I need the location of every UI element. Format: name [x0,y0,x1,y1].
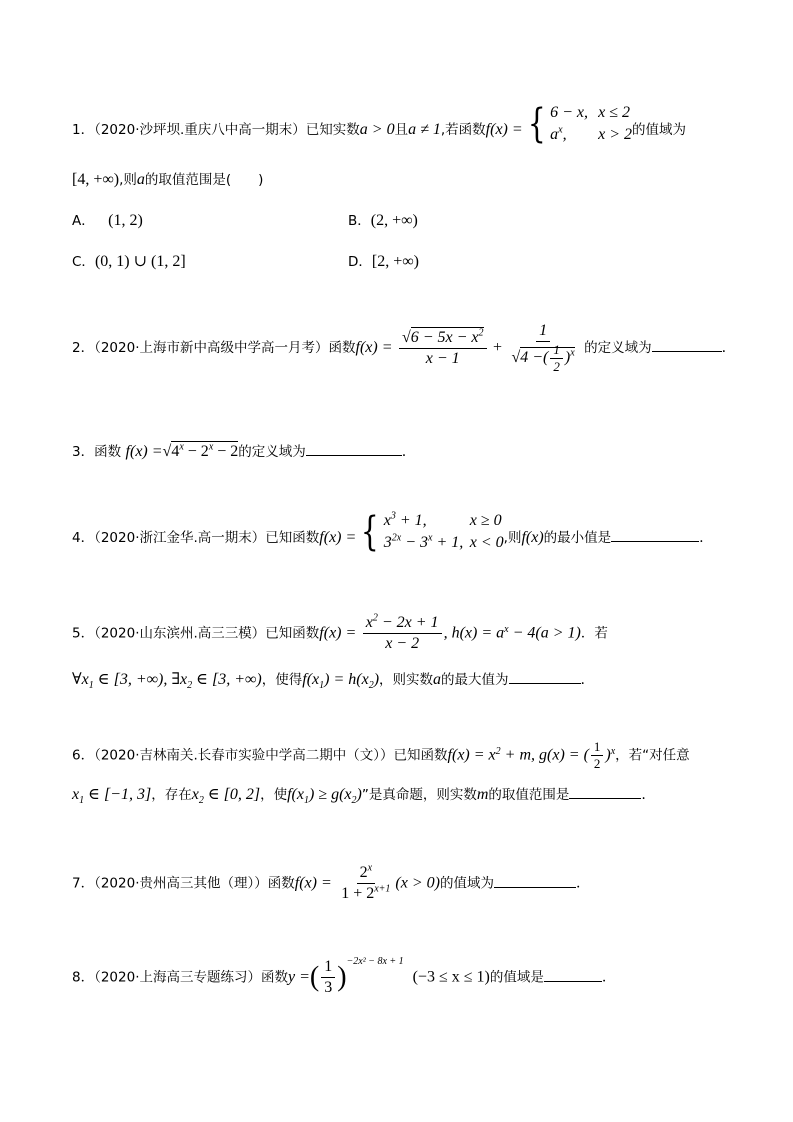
punctuation: . [641,787,646,803]
question-text: ，若“对任意 [615,747,690,764]
math-function: y = [288,968,310,986]
question-text: 的定义域为 [238,444,306,460]
power-exponent: 2 [372,612,378,624]
power-base: a [550,126,559,143]
question-text: ．若 [580,625,608,642]
power-exponent: x [428,532,433,544]
answer-blank[interactable] [544,967,602,982]
subscript: 1 [303,794,309,806]
math-inline: ) [605,746,611,764]
question-text: ，则实数 [379,672,434,688]
math-function: f(x) = [355,339,393,356]
power-base: 4 [171,443,180,460]
subscript: 2 [351,794,357,806]
subscript: 2 [187,679,193,691]
question-text: 的取值范围是( ) [144,172,264,188]
question-text: 函数 [261,969,288,986]
option-d[interactable] [348,253,419,271]
math-inline: (x > 0) [395,874,440,892]
math-function: f(x) = x [447,746,496,764]
question-text: 的值域为 [439,875,494,892]
fraction-denominator [338,884,393,903]
question-text: 函数 [267,875,295,892]
subscript: 1 [319,679,325,691]
punctuation: . [575,875,581,892]
answer-blank[interactable] [652,337,722,352]
power-base: 2 [359,864,368,881]
power-base: x [365,614,373,631]
math-inline: ) [373,671,380,688]
math-function: f(x) = [485,121,523,138]
math-function: + m, g(x) = ( [500,746,589,764]
math-function: f(x) = [294,874,332,892]
question-text: 的定义域为 [584,340,652,356]
punctuation: . [580,672,585,688]
question-text: 函数 [328,340,356,356]
fraction-denominator: 3 [324,979,333,996]
question-6-line2 [72,784,646,804]
case-condition: x ≤ 2 [598,104,631,121]
case-condition: x > 2 [598,126,633,143]
math-function: f(x) = [319,529,357,546]
cases [550,102,632,146]
power-exponent: x [208,441,214,453]
subscript: 1 [88,679,94,691]
question-3 [72,441,406,461]
math-inline: ) [356,786,362,803]
fraction-denominator: √4 −( $\frac{1}{2}$ )$^x$ [511,342,575,374]
math-inline: ∈ [3, +∞) [192,671,262,688]
math-inline: [4, +∞) [72,171,120,188]
answer-blank[interactable] [306,441,402,456]
question-5 [72,614,608,653]
question-4 [72,509,704,555]
question-source: （2020·山东滨州.高三三模） [94,625,266,642]
question-number: 3． [72,444,95,460]
power-base: 1 + 2 [341,885,375,902]
math-inline: ∈ [−1, 3] [84,786,152,803]
question-6 [72,740,690,771]
power-base: x [383,512,391,529]
option-label: C． [72,254,95,270]
answer-blank[interactable] [569,784,641,799]
fraction [591,740,604,771]
math-inline: a > 0 [359,121,395,138]
fraction [338,864,393,903]
question-number: 4． [72,530,95,546]
question-text: 已知函数 [265,625,320,642]
question-text: ,则 [119,172,137,188]
math-function: , h(x) = a [443,624,505,642]
cases [384,510,504,554]
math-inline: x [191,786,199,803]
power-exponent: 2 [478,327,484,339]
question-2 [72,322,726,374]
fraction-denominator: 2 [593,756,601,771]
question-text: 的最小值是 [543,530,612,546]
question-source: （2020·沙坪坝.重庆八中高一期末） [94,122,306,138]
question-8 [72,955,607,997]
question-text: 函数 [94,444,122,460]
punctuation: . [601,969,607,986]
math-inline: a ≠ 1 [408,121,441,138]
question-text: 的值域为 [632,122,687,138]
option-label: B． [348,213,371,229]
power-exponent: 2x [391,532,402,544]
radicand: 4 − [520,349,544,367]
brace: { [527,101,546,147]
option-value: (2, +∞) [370,212,418,229]
power-exponent: x [610,745,616,757]
piecewise-function [523,102,632,146]
math-function: f(x) = [319,624,357,642]
power-exponent: x [179,441,184,453]
question-number: 8． [72,969,95,986]
power-base: − 3 [401,534,428,551]
subscript: 1 [79,794,85,806]
radicand: − 2 [213,443,239,460]
question-number: 6． [72,747,95,764]
expression: + 1, [395,512,427,529]
expression: + 1, [432,534,464,551]
expression: − 4(a > 1) [508,624,581,642]
variable: m [476,786,489,803]
question-text: 已知函数 [393,747,448,764]
question-number: 7． [72,875,95,892]
power-exponent: x [367,862,373,874]
right-paren: ) [337,961,347,993]
punctuation: . [401,444,407,460]
question-text: ，存在 [151,787,192,803]
question-text: 已知函数 [265,530,320,546]
question-text: ,若函数 [440,122,486,138]
question-source: （2020·上海市新中高级中学高一月考） [94,340,329,356]
case-expression: 6 − x, [550,104,589,121]
question-source: （2020·贵州高三其他（理）） [94,875,268,892]
fraction-denominator: x − 2 [385,635,420,652]
brace: { [361,509,379,555]
answer-blank[interactable] [509,669,581,684]
fraction [550,343,563,374]
question-source: （2020·上海高三专题练习） [94,969,261,986]
question-text: ，使 [260,787,288,803]
question-text: 的值域是 [489,969,544,986]
option-value: (0, 1) ∪ (1, 2] [94,253,186,270]
option-value: (1, 2) [108,212,143,229]
case-condition: x ≥ 0 [469,512,502,529]
math-inline: f(x [302,671,320,688]
math-inline: ) = h(x [324,671,369,688]
question-text: ，使得 [261,672,303,688]
variable: a [433,671,442,688]
fraction-numerator: $√6 - 5x - x^2$ [399,329,487,349]
power-base: 3 [383,534,392,551]
question-source: （2020·浙江金华.高一期末） [94,530,266,546]
option-value: [2, +∞) [371,253,419,270]
question-1-line2 [72,171,263,189]
power-base: − 2 [183,443,209,460]
math-inline: x [72,786,80,803]
question-text: 的取值范围是 [488,787,570,803]
math-inline: ∈ [3, +∞), ∃x [93,671,188,688]
power-exponent: x+1 [374,883,391,895]
math-inline: ) ≥ g(x [308,786,352,803]
case-condition: x < 0 [469,534,504,551]
power-exponent: 2 [495,745,501,757]
question-text: 且 [394,122,409,138]
power-exponent: 3 [390,510,396,522]
case-expression [384,532,470,554]
subscript: 2 [368,679,374,691]
punctuation: . [721,340,727,356]
fraction-numerator [357,864,375,884]
power-exponent: −2x² − 8x + 1 [346,955,404,967]
answer-blank[interactable] [494,873,576,888]
fraction-denominator: x − 1 [425,349,460,367]
question-number: 5． [72,625,95,642]
fraction [508,322,577,374]
question-text: 已知实数 [305,122,360,138]
question-5-line2 [72,669,585,689]
fraction [363,614,442,653]
punctuation: . [699,530,704,546]
power-exponent: x [570,347,575,359]
fraction-numerator: 1 [321,958,335,978]
math-inline: f(x [287,786,304,803]
option-c[interactable] [72,253,186,271]
subscript: 2 [198,794,204,806]
math-function: f(x) [521,529,544,546]
question-text: ”是真命题，则实数 [361,787,477,803]
fraction-numerator [363,614,442,634]
power-exponent: x [558,124,563,136]
fraction-numerator: 1 [591,740,604,756]
math-inline: (−3 ≤ x ≤ 1) [412,968,490,986]
answer-blank[interactable] [611,527,699,542]
math-inline: ∀x [72,671,89,688]
question-text: 的最大值为 [441,672,509,688]
option-b[interactable] [348,212,418,230]
option-label: D． [348,254,372,270]
math-function: f(x) = [125,443,163,460]
case-expression: $a^x$, [550,124,567,143]
fraction-numerator: 1 [536,322,550,342]
left-paren: ( [309,961,320,993]
piecewise-function [356,510,503,554]
case-expression [384,510,470,532]
radical: $√4^x - 2^x - 2$ [162,441,239,460]
fraction [321,958,335,997]
question-text: ,则 [503,530,522,546]
power-exponent: x [504,623,509,635]
question-7 [72,864,580,903]
option-a[interactable] [72,212,143,230]
fraction [399,329,487,368]
option-label: A． [72,213,95,229]
fraction-numerator: 1 [550,343,563,359]
question-source: （2020·吉林南关.长春市实验中学高二期中（文）） [94,747,394,764]
question-number: 1． [72,122,95,138]
question-number: 2． [72,340,95,356]
operator: + [492,339,503,356]
question-1 [72,101,687,147]
math-inline: ∈ [0, 2] [203,786,261,803]
variable: a [136,171,145,188]
expression: − 2x + 1 [377,614,439,631]
radicand: 6 − 5x − x [410,328,479,346]
fraction-denominator: 2 [553,359,560,374]
